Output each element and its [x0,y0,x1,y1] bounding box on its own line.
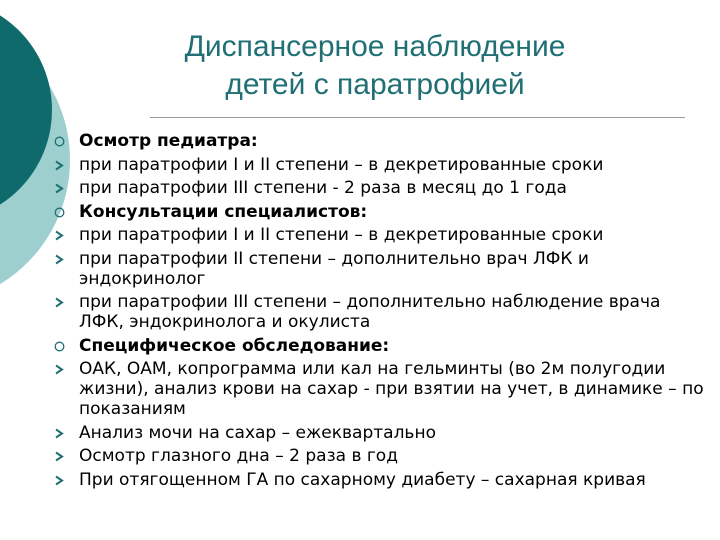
section-heading: Специфическое обследование: [79,335,390,356]
arrow-bullet-icon [54,446,79,462]
title-line-2: детей с паратрофией [225,68,525,101]
section-heading: Осмотр педиатра: [79,131,258,151]
circle-bullet-icon [54,336,79,352]
list-item [54,336,704,356]
section-heading: Консультации специалистов: [79,201,368,222]
list-item-text: при паратрофии III степени - 2 раза в месяц до 1 года [79,178,567,198]
bullet-list [54,131,704,493]
list-item [54,225,704,245]
arrow-bullet-icon [54,178,79,194]
list-item [54,359,704,419]
list-item-text: при паратрофии II степени – дополнительно врач ЛФК и эндокринолог [79,248,589,289]
list-item-text: при паратрофии I и II степени – в декретированные сроки [79,225,604,245]
list-item [54,131,704,151]
list-item [54,446,704,466]
arrow-bullet-icon [54,155,79,171]
list-item [54,470,704,490]
title-line-1: Диспансерное наблюдение [184,30,566,63]
list-item-text: ОАК, ОАМ, копрограмма или кал на гельминты (во 2м полугодии жизни), анализ крови на сахар - при взятии на учет, в динамике – по показаниям [79,359,704,419]
arrow-bullet-icon [54,423,79,439]
circle-bullet-icon [54,202,79,218]
list-item [54,292,704,332]
list-item [54,202,704,222]
list-item-text: При отягощенном ГА по сахарному диабету – сахарная кривая [79,469,646,490]
title-divider [150,117,685,118]
arrow-bullet-icon [54,359,79,375]
arrow-bullet-icon [54,249,79,265]
arrow-bullet-icon [54,225,79,241]
circle-bullet-icon [54,131,79,147]
list-item [54,178,704,198]
list-item-text: Осмотр глазного дна – 2 раза в год [79,446,398,466]
list-item-text: при паратрофии III степени – дополнительно наблюдение врача ЛФК, эндокринолога и окулиста [79,292,661,332]
list-item-text: Анализ мочи на сахар – ежеквартально [79,422,436,443]
list-item [54,155,704,175]
list-item-text: при паратрофии I и II степени – в декретированные сроки [79,154,604,175]
list-item [54,423,704,443]
arrow-bullet-icon [54,292,79,308]
list-item [54,249,704,289]
arrow-bullet-icon [54,470,79,486]
slide-title [150,28,600,104]
